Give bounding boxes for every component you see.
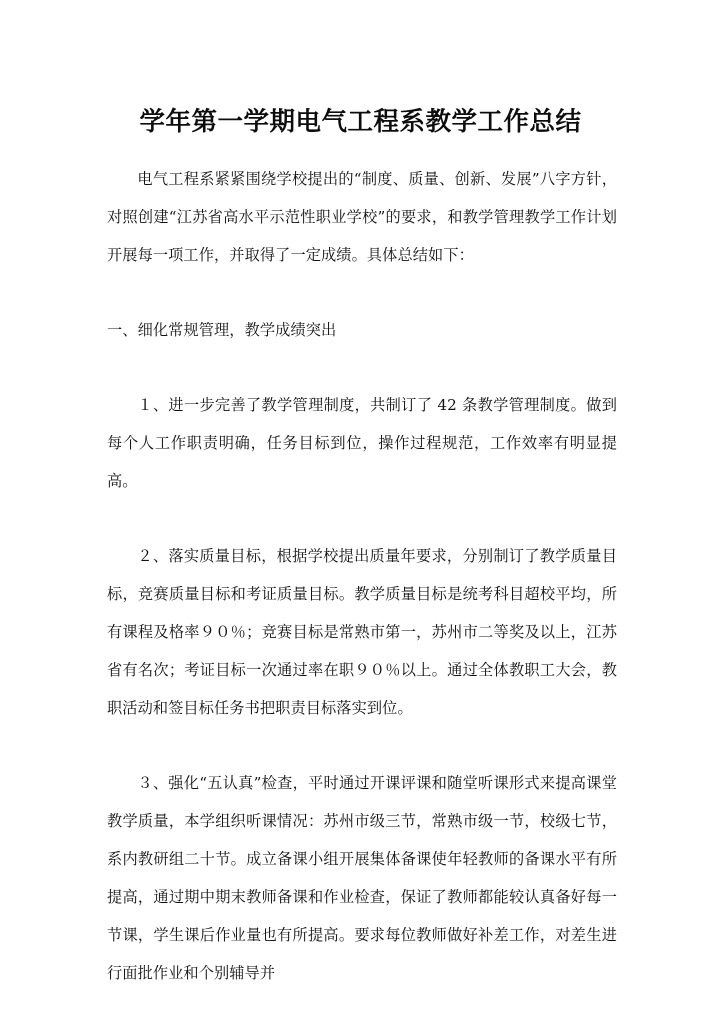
paragraph-item-1: １、进一步完善了教学管理制度，共制订了 42 条教学管理制度。做到每个人工作职责明确，任务目标到位，操作过程规范，工作效率有明显提高。 xyxy=(107,396,617,490)
paragraph-spacer xyxy=(107,274,617,311)
paragraph-item-2: ２、落实质量目标，根据学校提出质量年要求，分别制订了教学质量目标，竞赛质量目标和考证质量目标。教学质量目标是统考科目超校平均，所有课程及格率９０％；竞赛目标是常熟市第一，苏州市二等奖及以上，江苏省有名次；考证目标一次通过率在职９０％以上。通过全体教职工大会，教职活动和签目标任务书把职责目标落实到位。 xyxy=(107,547,617,717)
document-body xyxy=(107,160,617,992)
paragraph-lead: 电气工程系紧紧围绕学校提出的“制度、质量、创新、发展”八字方针，对照创建“江苏省高水平示范性职业学校”的要求，和教学管理教学工作计划开展每一项工作，并取得了一定成绩。具体总结如下： xyxy=(107,170,617,264)
page-title: 学年第一学期电气工程系教学工作总结 xyxy=(139,107,582,138)
section-heading-1: 一、细化常规管理，教学成绩突出 xyxy=(107,321,337,339)
paragraph-spacer xyxy=(107,349,617,386)
paragraph-item-3: ３、强化“五认真”检查，平时通过开课评课和随堂听课形式来提高课堂教学质量，本学组织听课情况：苏州市级三节，常熟市级一节，校级七节，系内教研组二十节。成立备课小组开展集体备课使年轻教师的备课水平有所提高，通过期中期末教师备课和作业检查，保证了教师都能较认真备好每一节课，学生课后作业量也有所提高。要求每位教师做好补差工作，对差生进行面批作业和个别辅导并 xyxy=(107,774,617,982)
paragraph-spacer xyxy=(107,500,617,537)
paragraph-spacer xyxy=(107,727,617,764)
